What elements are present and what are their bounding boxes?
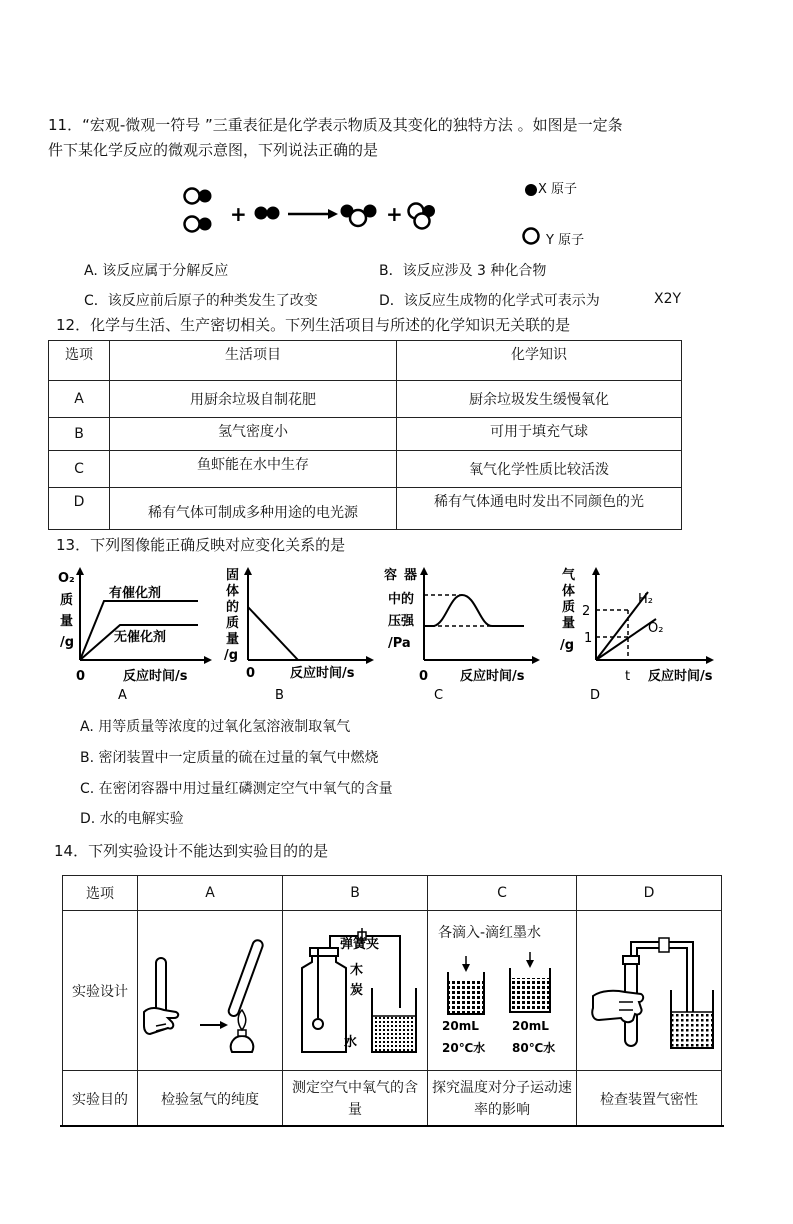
svg-text:的: 的 (226, 600, 240, 615)
hand-icon (144, 1008, 178, 1034)
test-tube-icon (227, 939, 264, 1018)
table-header: B (283, 876, 428, 911)
graph-a (56, 565, 221, 705)
svg-text:20mL: 20mL (512, 1019, 549, 1033)
graph-d-ylabel: 气 (562, 568, 576, 583)
svg-text:20℃水: 20℃水 (442, 1041, 486, 1055)
svg-text:0: 0 (246, 666, 256, 681)
q11-option-c: C．该反应前后原子的种类发生了改变 (84, 293, 318, 309)
q11-option-d: D．该反应生成物的化学式可表示为 (379, 293, 600, 309)
label-water: 水 (344, 1035, 358, 1050)
graph-d-letter: D (590, 688, 601, 703)
table-header: 化学知识 (397, 341, 682, 381)
q11-stem-line1: 11．“宏观-微观一符号 ”三重表征是化学表示物质及其变化的独特方法 。如图是一定条 (48, 116, 623, 134)
table-cell: C (49, 451, 110, 488)
graph-a-xlabel: 反应时间/s (123, 669, 188, 684)
svg-text:t: t (625, 669, 631, 684)
table-row (49, 381, 682, 418)
q12-stem: 12．化学与生活、生产密切相关。下列生活项目与所述的化学知识无关联的是 (56, 316, 571, 334)
q12-table (48, 340, 682, 530)
svg-text:木: 木 (350, 963, 364, 978)
svg-text:+: + (386, 202, 403, 226)
legend-x-label: X 原子 (538, 182, 578, 197)
table-header: C (428, 876, 577, 911)
table-cell: 实验设计 (63, 911, 138, 1071)
experiment-a-illustration (142, 930, 278, 1065)
x-atom-icon (525, 184, 537, 196)
table-cell: B (49, 418, 110, 451)
product-y2 (409, 204, 436, 229)
svg-text:80℃水: 80℃水 (512, 1041, 556, 1055)
table-bottom-rule (60, 1125, 724, 1127)
beaker-icon (448, 956, 484, 1014)
svg-text:质: 质 (60, 593, 74, 608)
beaker-icon (510, 952, 550, 1012)
graph-d-xlabel: 反应时间/s (648, 669, 713, 684)
q13-option-c: C. 在密闭容器中用过量红磷测定空气中氧气的含量 (80, 781, 393, 797)
product-x2y (341, 205, 377, 227)
graph-a-curve2: 无催化剂 (114, 630, 167, 645)
reaction-diagram (170, 178, 460, 240)
reaction-arrow (288, 209, 338, 219)
svg-text:/g: /g (560, 638, 575, 653)
svg-text:0: 0 (419, 669, 429, 684)
q13-stem: 13．下列图像能正确反映对应变化关系的是 (56, 536, 346, 554)
table-cell: D (49, 488, 110, 530)
graph-c (384, 565, 549, 705)
experiment-d-illustration (585, 928, 719, 1058)
reactant-x2 (255, 207, 280, 220)
q11-option-b: B．该反应涉及 3 种化合物 (379, 263, 547, 279)
table-cell: 鱼虾能在水中生存 (110, 451, 397, 488)
gas-bottle-icon (302, 948, 346, 1052)
graph-c-xlabel: 反应时间/s (460, 669, 525, 684)
y-atom-icon (524, 229, 539, 244)
svg-text:器: 器 (404, 568, 418, 583)
table-cell: 检查装置气密性 (577, 1071, 722, 1127)
graph-b-letter: B (275, 688, 284, 703)
svg-text:量: 量 (60, 614, 74, 629)
svg-text:中的: 中的 (388, 592, 415, 607)
q13-option-d: D. 水的电解实验 (80, 811, 184, 827)
svg-text:量: 量 (562, 616, 576, 631)
q11-stem-line2: 件下某化学反应的微观示意图，下列说法正确的是 (48, 141, 379, 159)
legend-y-label: Y 原子 (546, 233, 585, 248)
table-header: A (138, 876, 283, 911)
table-cell: 稀有气体通电时发出不同颜色的光 (397, 488, 682, 530)
table-cell: A (49, 381, 110, 418)
reactant-molecule-1 (185, 189, 212, 204)
table-header-row (63, 876, 722, 911)
svg-text:+: + (230, 202, 247, 226)
svg-text:0: 0 (76, 669, 86, 684)
experiment-c-title: 各滴入-滴红墨水 (438, 925, 542, 941)
svg-text:体: 体 (562, 584, 576, 599)
svg-text:体: 体 (226, 584, 240, 599)
q13-option-b: B. 密闭装置中一定质量的硫在过量的氧气中燃烧 (80, 750, 379, 766)
table-cell: 厨余垃圾发生缓慢氧化 (397, 381, 682, 418)
graph-a-ylabel: O₂ (58, 571, 75, 586)
graph-a-letter: A (118, 688, 127, 703)
svg-text:质: 质 (562, 600, 576, 615)
beaker-icon (372, 988, 416, 1052)
graph-a-curve1: 有催化剂 (109, 586, 162, 601)
table-row (49, 418, 682, 451)
table-header: 生活项目 (110, 341, 397, 381)
table-cell: 探究温度对分子运动速率的影响 (428, 1071, 577, 1127)
graph-c-letter: C (434, 688, 444, 703)
svg-text:1: 1 (584, 631, 593, 646)
label-spring-clip: 弹簧夹 (340, 937, 380, 952)
arrow-icon (200, 1021, 228, 1029)
table-cell: 实验目的 (63, 1071, 138, 1127)
table-cell: 氢气密度小 (110, 418, 397, 451)
table-cell: 用厨余垃圾自制花肥 (110, 381, 397, 418)
graph-b (222, 565, 382, 705)
svg-text:压强: 压强 (388, 614, 415, 629)
svg-text:/Pa: /Pa (388, 636, 411, 651)
table-cell: 氧气化学性质比较活泼 (397, 451, 682, 488)
svg-text:2: 2 (582, 604, 591, 619)
q11-option-a: A. 该反应属于分解反应 (84, 263, 229, 279)
table-header: D (577, 876, 722, 911)
svg-text:炭: 炭 (350, 983, 364, 998)
table-cell: 检验氢气的纯度 (138, 1071, 283, 1127)
q14-stem: 14．下列实验设计不能达到实验目的的是 (54, 842, 329, 860)
table-cell: 测定空气中氧气的含量 (283, 1071, 428, 1127)
svg-text:/g: /g (60, 635, 75, 650)
reactant-molecule-2 (185, 217, 212, 232)
table-header: 选项 (63, 876, 138, 911)
table-cell: 稀有气体可制成多种用途的电光源 (110, 488, 397, 530)
graph-c-ylabel: 容 (384, 568, 398, 583)
table-row (49, 488, 682, 530)
graph-d-o2-label: O₂ (648, 621, 664, 636)
table-header-row (49, 341, 682, 381)
q11-option-d-formula: X2Y (654, 291, 682, 307)
svg-text:质: 质 (226, 616, 240, 631)
svg-text:20mL: 20mL (442, 1019, 479, 1033)
svg-text:量: 量 (226, 632, 240, 647)
experiment-c-illustration (436, 950, 572, 1062)
table-cell: 可用于填充气球 (397, 418, 682, 451)
table-row (49, 451, 682, 488)
graph-d (558, 565, 730, 705)
graph-b-ylabel: 固 (226, 568, 240, 583)
q13-option-a: A. 用等质量等浓度的过氧化氢溶液制取氧气 (80, 719, 351, 735)
graph-d-h2-label: H₂ (638, 592, 653, 607)
table-header: 选项 (49, 341, 110, 381)
graph-b-xlabel: 反应时间/s (290, 666, 355, 681)
svg-text:/g: /g (224, 648, 239, 663)
experiment-b-illustration (290, 928, 420, 1064)
table-row (63, 1071, 722, 1127)
